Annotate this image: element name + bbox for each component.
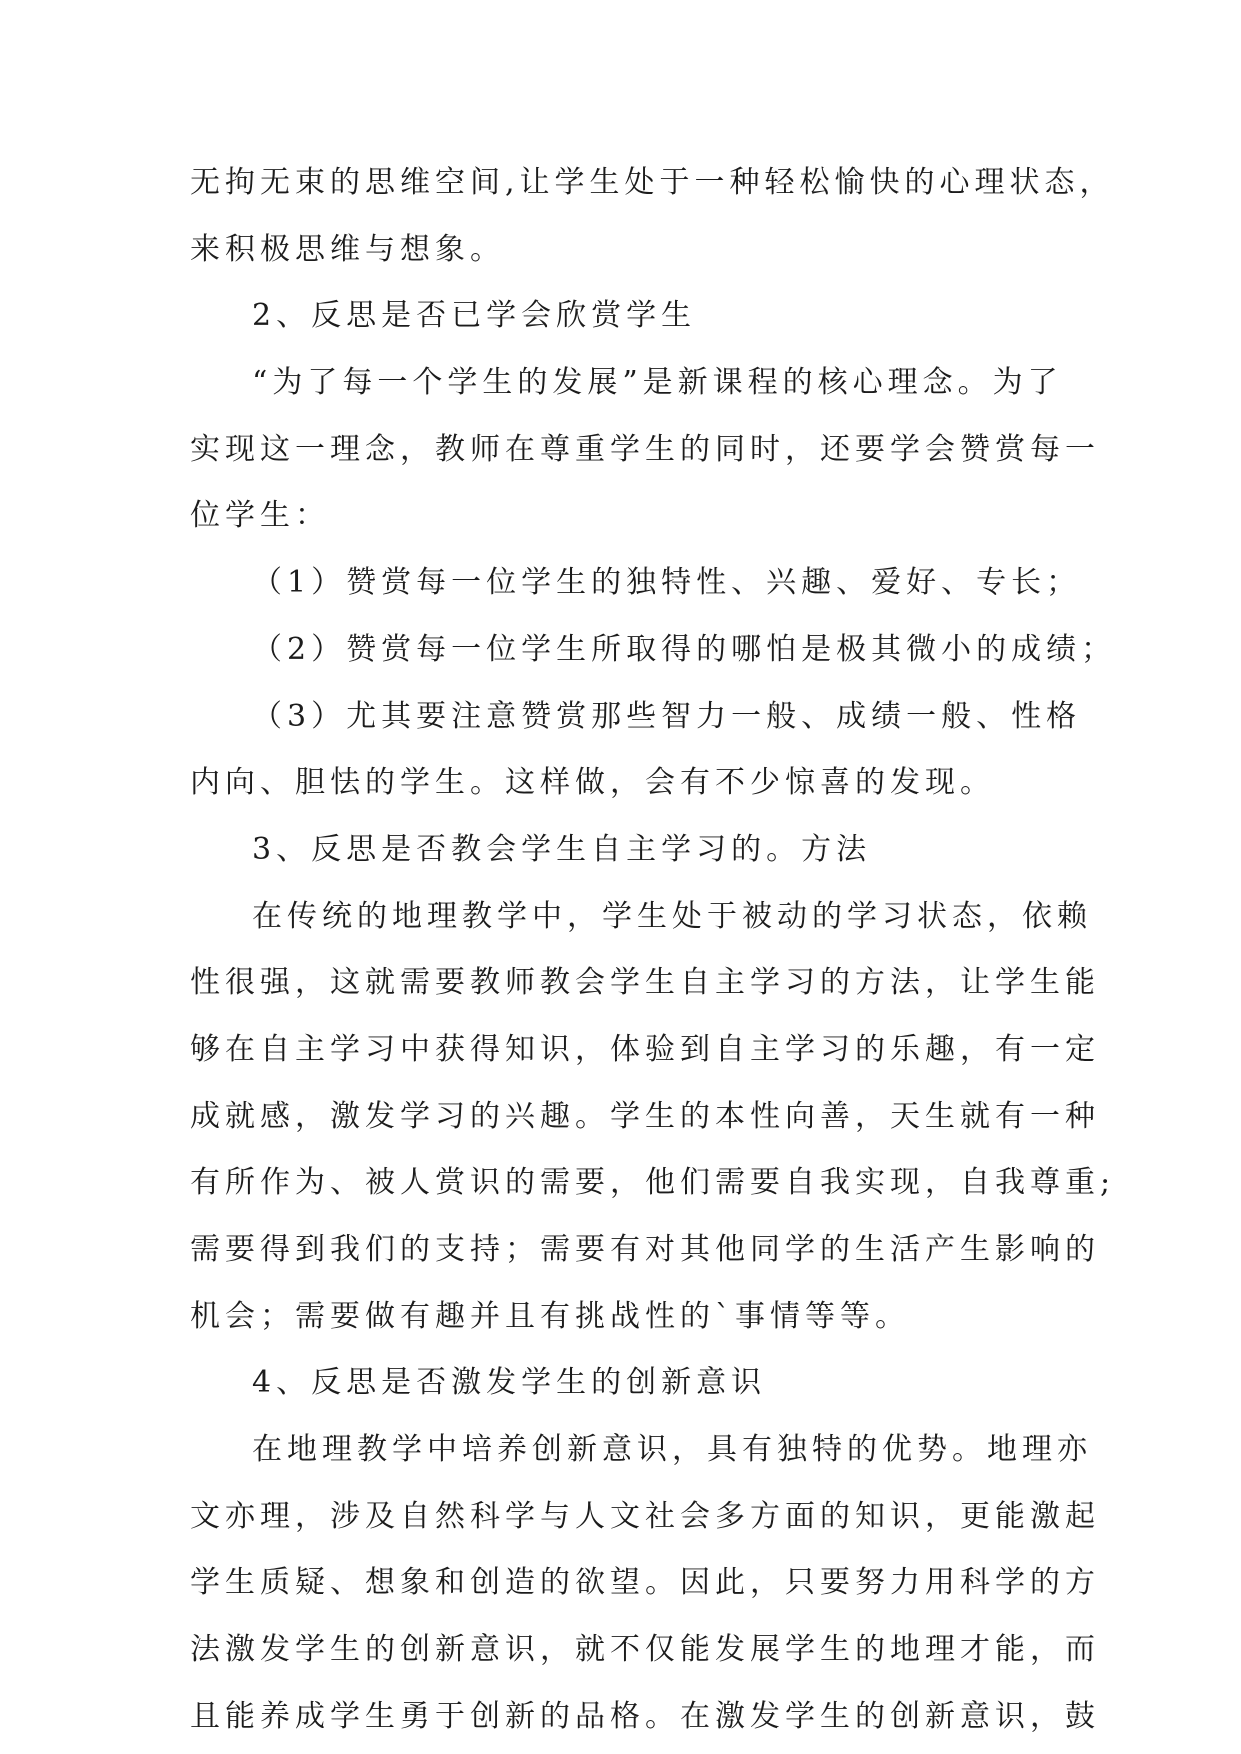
- text-line: 实现这一理念，教师在尊重学生的同时，还要学会赞赏每一: [190, 431, 1100, 467]
- text-line: 法激发学生的创新意识，就不仅能发展学生的地理才能，而: [190, 1632, 1100, 1668]
- list-item: （3）尤其要注意赞赏那些智力一般、成绩一般、性格: [252, 698, 1082, 734]
- text-line: 性很强，这就需要教师教会学生自主学习的方法，让学生能: [190, 965, 1100, 1001]
- list-item: （1）赞赏每一位学生的独特性、兴趣、爱好、专长；: [252, 565, 1082, 601]
- text-line: “为了每一个学生的发展”是新课程的核心理念。为了: [252, 365, 1063, 401]
- text-line: 在地理教学中培养创新意识，具有独特的优势。地理亦: [252, 1432, 1092, 1468]
- text-line: 成就感，激发学习的兴趣。学生的本性向善，天生就有一种: [190, 1098, 1100, 1134]
- section-heading: 4、反思是否激发学生的创新意识: [252, 1365, 767, 1401]
- text-line: 且能养成学生勇于创新的品格。在激发学生的创新意识，鼓: [190, 1698, 1100, 1734]
- text-line: 内向、胆怯的学生。这样做，会有不少惊喜的发现。: [190, 765, 995, 801]
- section-heading: 2、反思是否已学会欣赏学生: [252, 298, 697, 334]
- text-line: 在传统的地理教学中，学生处于被动的学习状态，依赖: [252, 898, 1092, 934]
- text-line: 位学生：: [190, 498, 330, 534]
- body-text: [190, 150, 1117, 1751]
- text-line: 学生质疑、想象和创造的欲望。因此，只要努力用科学的方: [190, 1565, 1100, 1601]
- text-line: 需要得到我们的支持；需要有对其他同学的生活产生影响的: [190, 1232, 1100, 1267]
- text-line: 有所作为、被人赏识的需要，他们需要自我实现，自我尊重;: [190, 1165, 1116, 1201]
- text-line: 文亦理，涉及自然科学与人文社会多方面的知识，更能激起: [190, 1498, 1100, 1534]
- text-line: 够在自主学习中获得知识，体验到自主学习的乐趣，有一定: [190, 1031, 1100, 1067]
- list-item: （2）赞赏每一位学生所取得的哪怕是极其微小的成绩；: [252, 631, 1117, 667]
- text-line: 机会；需要做有趣并且有挑战性的`事情等等。: [190, 1298, 910, 1334]
- section-heading: 3、反思是否教会学生自主学习的。方法: [252, 831, 872, 867]
- text-line: 来积极思维与想象。: [190, 231, 505, 267]
- text-line: 无拘无束的思维空间,让学生处于一种轻松愉快的心理状态，: [190, 165, 1115, 200]
